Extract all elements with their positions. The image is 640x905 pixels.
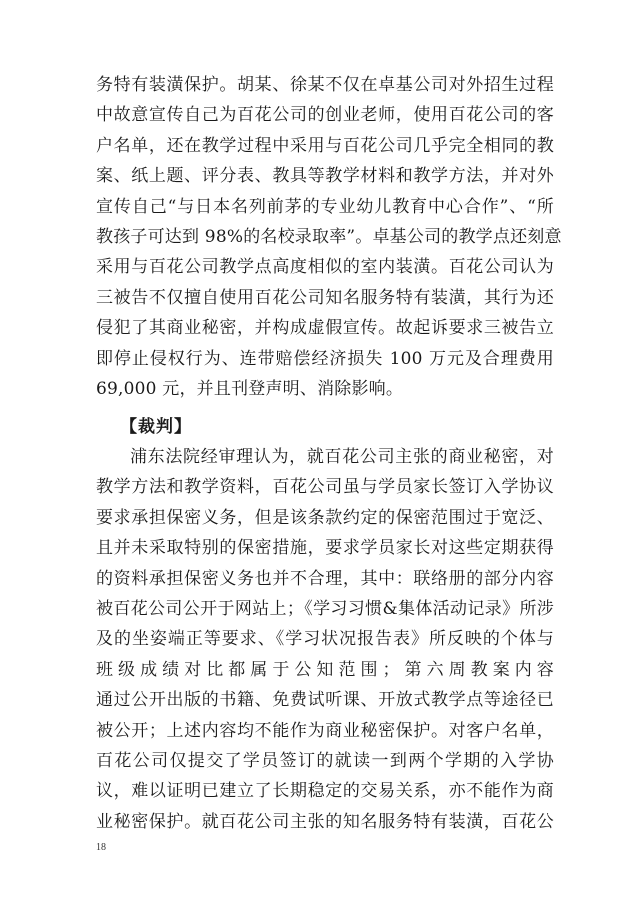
- text-line: 及的坐姿端正等要求、《学习状况报告表》所反映的个体与: [96, 629, 554, 650]
- text-line: 要求承担保密义务，但是该条款约定的保密范围过于宽泛、: [96, 507, 554, 528]
- text-line: 采用与百花公司教学点高度相似的室内装潢。百花公司认为: [96, 257, 554, 278]
- text-line: 务特有装潢保护。胡某、徐某不仅在卓基公司对外招生过程: [96, 75, 554, 95]
- text-line: 即停止侵权行为、连带赔偿经济损失 100 万元及合理费用: [96, 348, 554, 369]
- text-line: 69,000 元，并且刊登声明、消除影响。: [96, 378, 404, 399]
- text-line: 的资料承担保密义务也并不合理，其中：联络册的部分内容: [96, 568, 554, 589]
- text-line: 百花公司仅提交了学员签订的就读一到两个学期的入学协: [96, 750, 554, 771]
- text-line: 三被告不仅擅自使用百花公司知名服务特有装潢，其行为还: [96, 287, 554, 308]
- text-line: 且并未采取特别的保密措施，要求学员家长对这些定期获得: [96, 538, 554, 559]
- paragraph-claims: [96, 70, 562, 404]
- text-line: 侵犯了其商业秘密，并构成虚假宣传。故起诉要求三被告立: [96, 318, 554, 339]
- text-line: 案、纸上题、评分表、教具等教学材料和教学方法，并对外: [96, 166, 554, 187]
- text-line: 中故意宣传自己为百花公司的创业老师，使用百花公司的客: [96, 105, 554, 126]
- text-line: 户名单，还在教学过程中采用与百花公司几乎完全相同的教: [96, 135, 554, 156]
- text-line: 被公开；上述内容均不能作为商业秘密保护。对客户名单，: [96, 720, 554, 741]
- text-line: 教学方法和教学资料，百花公司虽与学员家长签订入学协议: [96, 477, 554, 498]
- text-line: 教孩子可达到 98%的名校录取率”。卓基公司的教学点还刻意: [96, 226, 562, 247]
- text-line: 议，难以证明已建立了长期稳定的交易关系，亦不能作为商: [96, 781, 554, 802]
- text-line: 业秘密保护。就百花公司主张的知名服务特有装潢，百花公: [96, 811, 554, 832]
- paragraph-judgment: [96, 442, 554, 837]
- page-number: 18: [96, 842, 106, 853]
- text-line: 被百花公司公开于网站上；《学习习惯&集体活动记录》所涉: [96, 598, 554, 619]
- text-line: 班级成绩对比都属于公知范围；第六周教案内容: [96, 659, 554, 680]
- text-line: 宣传自己“与日本名列前茅的专业幼儿教育中心合作”、“所: [96, 196, 554, 217]
- text-line: 通过公开出版的书籍、免费试听课、开放式教学点等途径已: [96, 690, 554, 711]
- text-line: 浦东法院经审理认为，就百花公司主张的商业秘密，对: [130, 447, 554, 467]
- section-heading-judgment: 【裁判】: [120, 417, 192, 437]
